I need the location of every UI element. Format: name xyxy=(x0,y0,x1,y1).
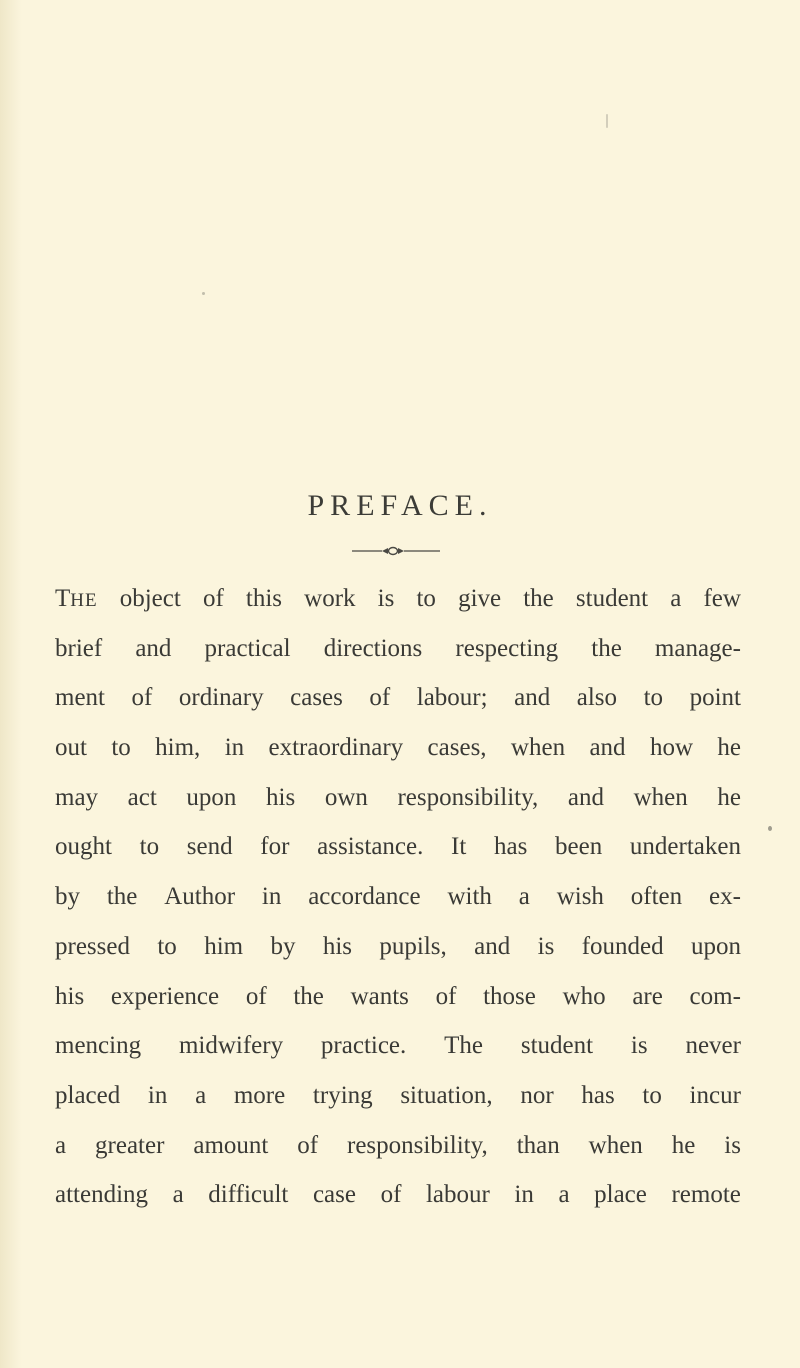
title-divider-ornament xyxy=(352,545,440,557)
word: of xyxy=(202,585,224,612)
word: nor xyxy=(520,1081,554,1109)
word: he xyxy=(717,734,741,762)
word: pupils, xyxy=(379,932,447,960)
word: wants xyxy=(350,982,409,1010)
word: responsibility, xyxy=(397,783,539,811)
word: is xyxy=(537,932,555,960)
word: of xyxy=(297,1131,319,1159)
word: to xyxy=(111,734,131,762)
word: give xyxy=(458,585,502,612)
word: also xyxy=(576,684,618,712)
word: labour xyxy=(425,1181,490,1209)
word: cases, xyxy=(427,734,487,762)
word: midwifery xyxy=(178,1032,284,1060)
text-line xyxy=(55,574,741,624)
word: a xyxy=(670,585,682,612)
word: in xyxy=(147,1081,168,1109)
word: case xyxy=(312,1181,356,1209)
word: has xyxy=(581,1081,615,1109)
word: respecting xyxy=(455,634,559,662)
text-line xyxy=(55,922,741,972)
preface-body xyxy=(55,574,741,1220)
word: ment xyxy=(55,684,105,712)
text-line xyxy=(55,872,741,922)
word: accordance xyxy=(308,883,421,911)
word: ordinary xyxy=(178,684,264,712)
word: greater xyxy=(95,1131,165,1159)
paper-speck xyxy=(606,114,608,128)
word: upon xyxy=(691,932,741,960)
word: in xyxy=(261,883,282,911)
word: object xyxy=(119,585,181,612)
word: those xyxy=(483,982,536,1010)
word: ought xyxy=(55,833,112,861)
word: assistance. xyxy=(317,833,424,861)
word: to xyxy=(642,1081,662,1109)
word: Author xyxy=(164,883,236,911)
text-line xyxy=(55,822,741,872)
word: of xyxy=(131,684,153,712)
word: responsibility, xyxy=(347,1131,488,1159)
word: to xyxy=(139,833,160,861)
word: upon xyxy=(186,783,237,811)
word: labour; xyxy=(416,684,488,712)
word: remote xyxy=(671,1181,741,1209)
word: difficult xyxy=(208,1181,289,1209)
word: has xyxy=(494,833,528,861)
word: the xyxy=(523,585,554,612)
word: own xyxy=(324,783,368,811)
word: ex- xyxy=(709,883,741,911)
word: directions xyxy=(323,634,423,662)
word: and xyxy=(589,734,626,762)
word: may xyxy=(55,783,99,811)
word: and xyxy=(514,684,551,712)
word: brief xyxy=(55,634,103,662)
word: attending xyxy=(55,1181,149,1209)
word: place xyxy=(594,1181,647,1209)
paper-speck xyxy=(202,292,205,295)
word: undertaken xyxy=(629,833,741,861)
word: he xyxy=(717,783,741,811)
word: a xyxy=(518,883,530,911)
word: a xyxy=(195,1081,207,1109)
word: how xyxy=(649,734,693,762)
word: with xyxy=(447,883,492,911)
word: The xyxy=(444,1032,483,1060)
word: of xyxy=(435,982,457,1010)
text-line xyxy=(55,972,741,1022)
word: is xyxy=(377,585,395,612)
word: his xyxy=(322,932,353,960)
word: been xyxy=(555,833,603,861)
word: than xyxy=(516,1131,560,1159)
text-line xyxy=(55,673,741,723)
word: experience xyxy=(110,982,220,1010)
word: few xyxy=(703,585,741,612)
word: to xyxy=(643,684,664,712)
page-title: PREFACE. xyxy=(307,489,493,523)
word: who xyxy=(562,982,606,1010)
word: a xyxy=(55,1131,67,1159)
text-line xyxy=(55,1121,741,1171)
word: placed xyxy=(55,1081,121,1109)
word: send xyxy=(186,833,233,861)
word: his xyxy=(266,783,296,811)
word: It xyxy=(451,833,467,861)
word: manage- xyxy=(654,634,741,662)
word: of xyxy=(369,684,391,712)
word: pressed xyxy=(55,932,130,960)
word: in xyxy=(224,734,245,762)
word: when xyxy=(588,1131,643,1159)
word: often xyxy=(630,883,683,911)
word: of xyxy=(380,1181,402,1209)
word: by xyxy=(270,932,296,960)
word: practical xyxy=(204,634,291,662)
word: the xyxy=(591,634,622,662)
word: never xyxy=(685,1032,741,1060)
word: are xyxy=(632,982,663,1010)
word: when xyxy=(633,783,688,811)
word: by xyxy=(55,883,80,911)
word: THE xyxy=(55,585,98,612)
word: com- xyxy=(689,982,741,1010)
word: the xyxy=(106,883,138,911)
word: is xyxy=(724,1131,741,1159)
text-line xyxy=(55,773,741,823)
text-line xyxy=(55,624,741,674)
text-line xyxy=(55,723,741,773)
word: out xyxy=(55,734,87,762)
word: the xyxy=(293,982,324,1010)
word: amount xyxy=(193,1131,269,1159)
word: a xyxy=(172,1181,184,1209)
word: student xyxy=(575,585,649,612)
word: wish xyxy=(556,883,604,911)
word: in xyxy=(514,1181,534,1209)
word: when xyxy=(510,734,566,762)
word: work xyxy=(304,585,356,612)
word: more xyxy=(233,1081,286,1109)
word: to xyxy=(416,585,436,612)
word: to xyxy=(157,932,177,960)
word: cases xyxy=(290,684,343,712)
word: extraordinary xyxy=(268,734,404,762)
word: incur xyxy=(689,1081,741,1109)
word: this xyxy=(245,585,283,612)
word: of xyxy=(245,982,267,1010)
word: point xyxy=(689,684,741,712)
word: for xyxy=(260,833,290,861)
word: is xyxy=(630,1032,648,1060)
word: he xyxy=(671,1131,696,1159)
text-line xyxy=(55,1170,741,1220)
word: his xyxy=(55,982,85,1010)
word: him, xyxy=(155,734,201,762)
word: situation, xyxy=(400,1081,493,1109)
word: and xyxy=(474,932,511,960)
word: mencing xyxy=(55,1032,142,1060)
word: him xyxy=(204,932,244,960)
word: and xyxy=(567,783,604,811)
paper-speck xyxy=(768,826,772,831)
text-line xyxy=(55,1021,741,1071)
word: student xyxy=(520,1032,594,1060)
word: and xyxy=(135,634,172,662)
word: founded xyxy=(581,932,664,960)
page-edge-shadow xyxy=(0,0,22,1368)
word: practice. xyxy=(320,1032,407,1060)
text-line xyxy=(55,1071,741,1121)
word: act xyxy=(127,783,157,811)
word: a xyxy=(558,1181,570,1209)
word: trying xyxy=(312,1081,373,1109)
